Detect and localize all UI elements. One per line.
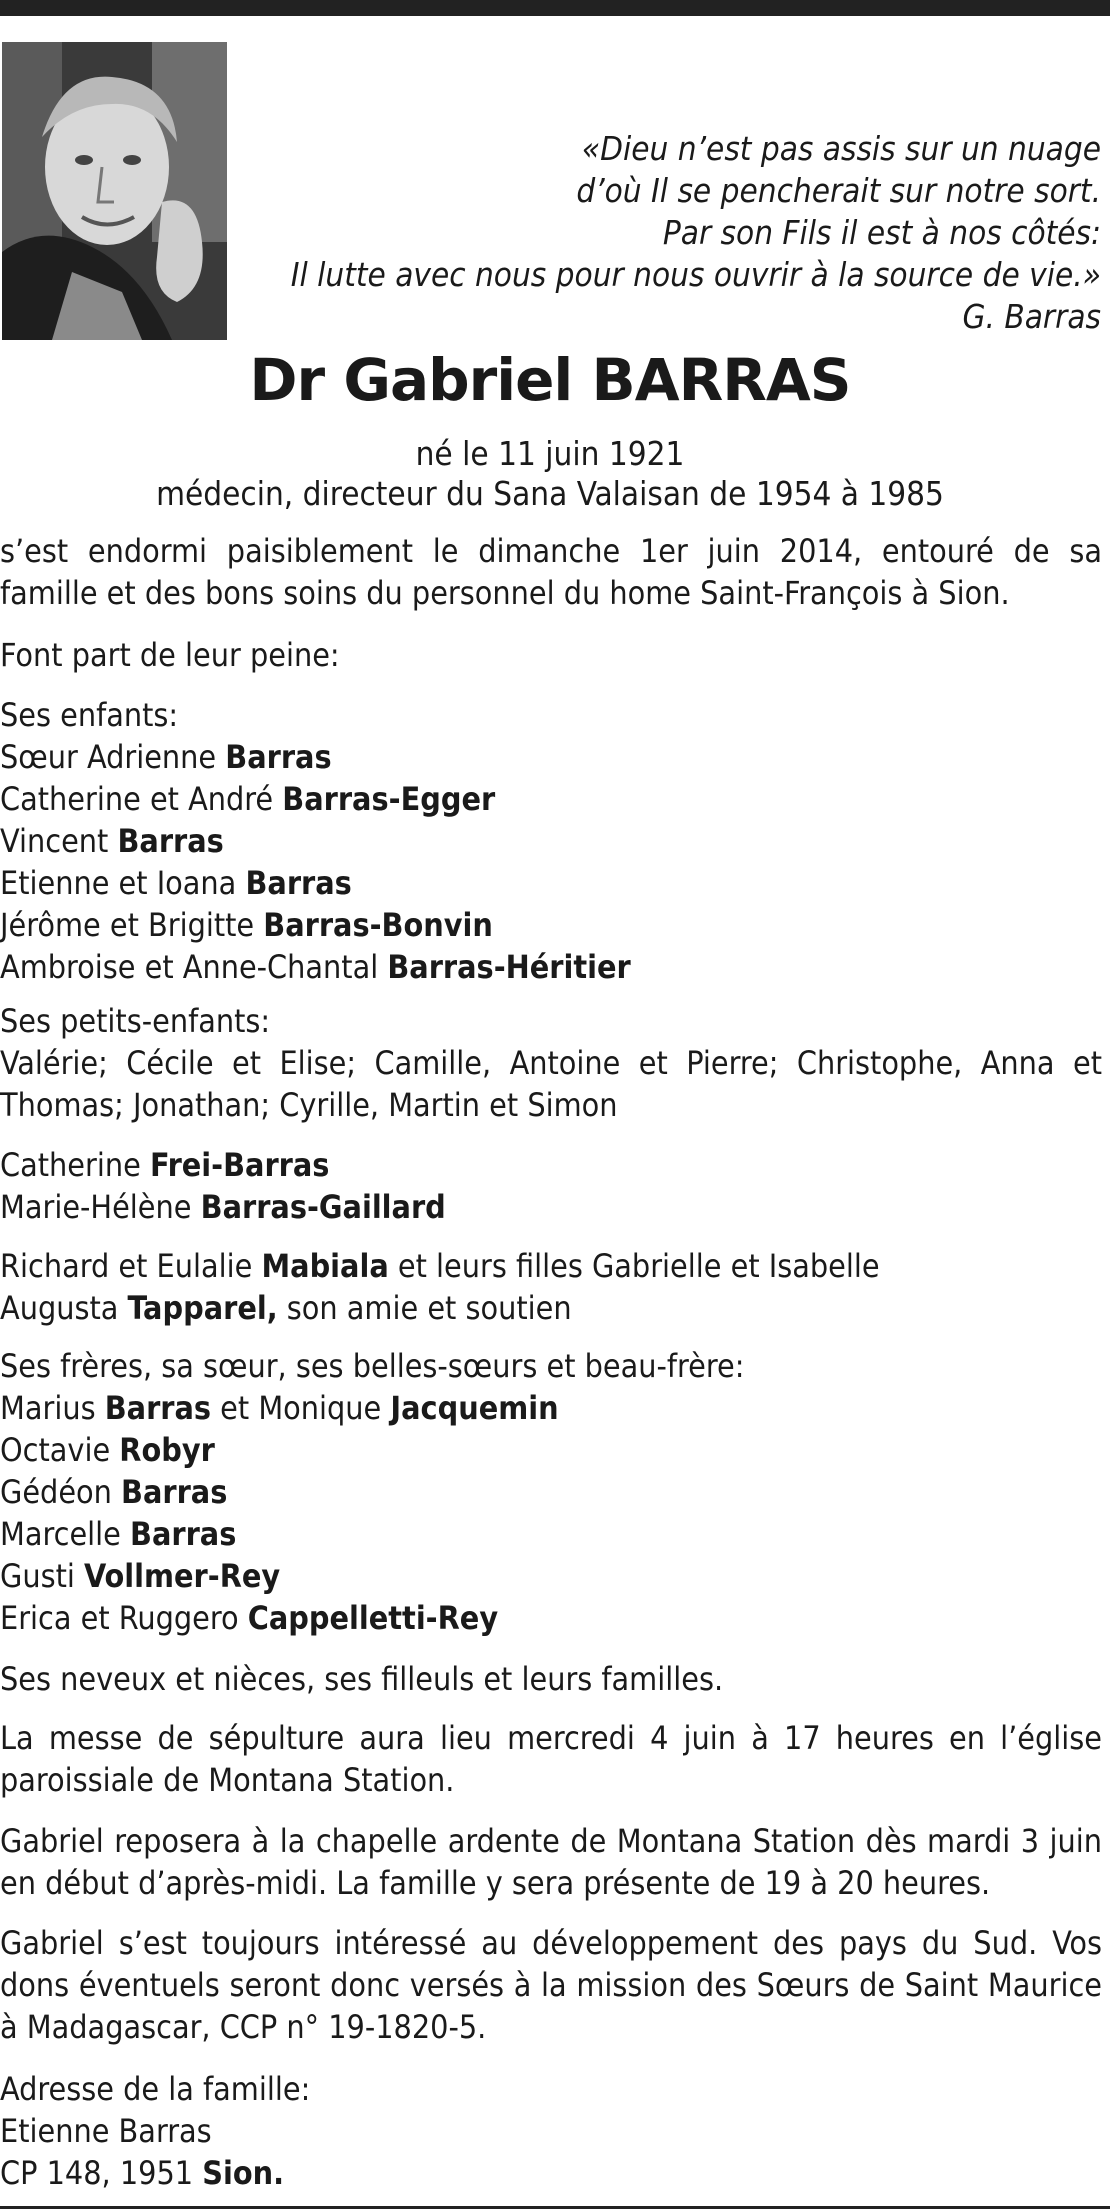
- intro-line: Font part de leur peine:: [0, 636, 340, 674]
- children-section: [0, 694, 1102, 988]
- list-item: Gédéon Barras: [0, 1473, 228, 1511]
- quote-author: G. Barras: [962, 297, 1101, 336]
- siblings-section: [0, 1345, 1102, 1639]
- list-item: Augusta Tapparel, son amie et soutien: [0, 1289, 572, 1327]
- birth-line: né le 11 juin 1921: [415, 434, 685, 473]
- list-item: Catherine Frei-Barras: [0, 1146, 330, 1184]
- section-heading: Adresse de la famille:: [0, 2070, 311, 2108]
- bottom-rule: [0, 2206, 1110, 2209]
- list-item: Etienne et Ioana Barras: [0, 864, 352, 902]
- list-item: Octavie Robyr: [0, 1431, 215, 1469]
- list-item: Vincent Barras: [0, 822, 224, 860]
- section-heading: Ses petits-enfants:: [0, 1002, 271, 1040]
- donations-paragraph: Gabriel s’est toujours intéressé au développement des pays du Sud. Vos dons éventuels seront donc versés à la mission des Sœurs de Saint Maurice à Madagascar, CCP n° 19-1820-5.: [0, 1924, 1102, 2046]
- epigraph-quote: [241, 128, 1101, 338]
- section-heading: Ses enfants:: [0, 696, 179, 734]
- top-rule: [0, 0, 1110, 16]
- mass-paragraph: La messe de sépulture aura lieu mercredi 4 juin à 17 heures en l’église paroissiale de Montana Station.: [0, 1719, 1102, 1799]
- list-item: Erica et Ruggero Cappelletti-Rey: [0, 1599, 499, 1637]
- chapel-paragraph: Gabriel reposera à la chapelle ardente de Montana Station dès mardi 3 juin en début d’après-midi. La famille y sera présente de 19 à 20 heures.: [0, 1822, 1102, 1902]
- address-postal: CP 148, 1951 Sion.: [0, 2154, 285, 2192]
- announcement: s’est endormi paisiblement le dimanche 1er juin 2014, entouré de sa famille et des bons soins du personnel du home Saint-François à Sion.: [0, 532, 1102, 612]
- list-item: Sœur Adrienne Barras: [0, 738, 332, 776]
- list-item: Jérôme et Brigitte Barras-Bonvin: [0, 906, 493, 944]
- list-item: Marcelle Barras: [0, 1515, 237, 1553]
- list-item: Richard et Eulalie Mabiala et leurs filles Gabrielle et Isabelle: [0, 1247, 880, 1285]
- list-item: Marie-Hélène Barras-Gaillard: [0, 1188, 446, 1226]
- friends-section: [0, 1245, 1102, 1329]
- list-item: Catherine et André Barras-Egger: [0, 780, 496, 818]
- grandchildren-section: [0, 1000, 1102, 1126]
- quote-line: Il lutte avec nous pour nous ouvrir à la source de vie.»: [290, 255, 1101, 294]
- deceased-name: Dr Gabriel BARRAS: [249, 346, 851, 414]
- portrait-photo: [2, 42, 227, 340]
- list-item: Gusti Vollmer-Rey: [0, 1557, 281, 1595]
- list-item: Marius Barras et Monique Jacquemin: [0, 1389, 559, 1427]
- quote-line: Par son Fils il est à nos côtés:: [662, 213, 1101, 252]
- address-name: Etienne Barras: [0, 2112, 212, 2150]
- grandchildren-list: Valérie; Cécile et Elise; Camille, Antoine et Pierre; Christophe, Anna et Thomas; Jonathan; Cyrille, Martin et Simon: [0, 1044, 1102, 1124]
- section-heading: Ses frères, sa sœur, ses belles-sœurs et beau-frère:: [0, 1347, 745, 1385]
- nephews-line: Ses neveux et nièces, ses filleuls et leurs familles.: [0, 1660, 724, 1698]
- in-laws-section: [0, 1144, 1102, 1228]
- quote-line: d’où Il se pencherait sur notre sort.: [576, 171, 1101, 210]
- list-item: Ambroise et Anne-Chantal Barras-Héritier: [0, 948, 631, 986]
- role-line: médecin, directeur du Sana Valaisan de 1954 à 1985: [156, 474, 944, 513]
- address-section: [0, 2068, 1102, 2194]
- quote-line: «Dieu n’est pas assis sur un nuage: [581, 129, 1101, 168]
